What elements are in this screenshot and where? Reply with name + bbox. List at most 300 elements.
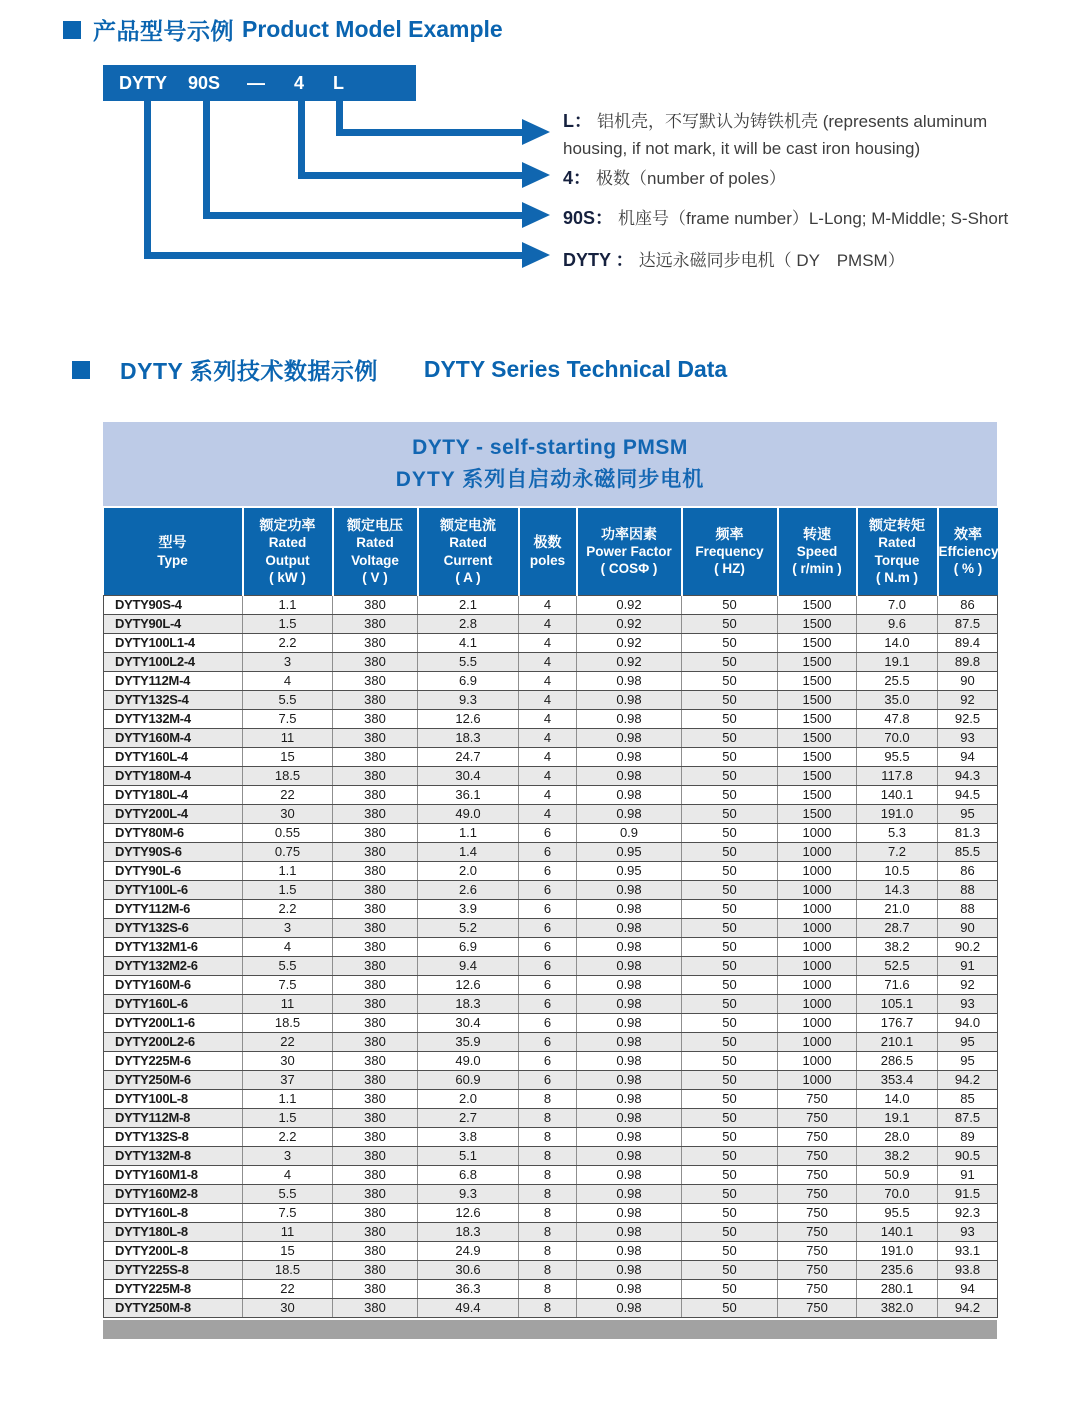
value-cell: 8: [519, 1279, 577, 1298]
value-cell: 87.5: [938, 614, 998, 633]
value-cell: 50: [682, 747, 778, 766]
square-bullet-icon: [63, 21, 81, 39]
value-cell: 4: [519, 747, 577, 766]
column-header: 型号 Type: [104, 508, 243, 595]
value-cell: 1000: [778, 937, 857, 956]
value-cell: 94: [938, 747, 998, 766]
value-cell: 0.98: [577, 690, 682, 709]
column-header: 额定转矩 Rated Torque ( N.m ): [857, 508, 938, 595]
value-cell: 11: [243, 728, 333, 747]
value-cell: 1000: [778, 918, 857, 937]
value-cell: 50: [682, 1108, 778, 1127]
value-cell: 0.98: [577, 880, 682, 899]
value-cell: 750: [778, 1298, 857, 1317]
value-cell: 4: [519, 766, 577, 785]
table-row: [104, 1146, 998, 1165]
value-cell: 6: [519, 823, 577, 842]
section2-title: [72, 353, 727, 386]
callout-prefix: L：: [563, 111, 592, 131]
value-cell: 50: [682, 1241, 778, 1260]
value-cell: 30.4: [418, 1013, 519, 1032]
value-cell: 1500: [778, 614, 857, 633]
model-part-dash: —: [247, 73, 265, 93]
value-cell: 91.5: [938, 1184, 998, 1203]
value-cell: 380: [333, 1089, 418, 1108]
value-cell: 1500: [778, 595, 857, 614]
value-cell: 0.98: [577, 1222, 682, 1241]
value-cell: 4: [243, 1165, 333, 1184]
value-cell: 140.1: [857, 1222, 938, 1241]
value-cell: 8: [519, 1146, 577, 1165]
value-cell: 36.3: [418, 1279, 519, 1298]
value-cell: 50: [682, 709, 778, 728]
value-cell: 380: [333, 1279, 418, 1298]
value-cell: 0.98: [577, 918, 682, 937]
model-cell: DYTY250M-8: [104, 1298, 243, 1317]
value-cell: 0.95: [577, 861, 682, 880]
value-cell: 36.1: [418, 785, 519, 804]
value-cell: 2.1: [418, 595, 519, 614]
value-cell: 750: [778, 1165, 857, 1184]
column-header: 额定电压 Rated Voltage ( V ): [333, 508, 418, 595]
value-cell: 750: [778, 1184, 857, 1203]
value-cell: 50: [682, 690, 778, 709]
connector-line-poles: [298, 100, 305, 179]
value-cell: 0.98: [577, 1032, 682, 1051]
table-row: [104, 1089, 998, 1108]
model-cell: DYTY112M-8: [104, 1108, 243, 1127]
model-cell: DYTY200L1-6: [104, 1013, 243, 1032]
value-cell: 95.5: [857, 747, 938, 766]
value-cell: 92: [938, 690, 998, 709]
model-part-frame: 90S: [188, 73, 221, 93]
value-cell: 93.1: [938, 1241, 998, 1260]
value-cell: 1000: [778, 880, 857, 899]
value-cell: 4: [519, 652, 577, 671]
connector-bar-poles: [298, 172, 522, 179]
table-row: [104, 861, 998, 880]
value-cell: 750: [778, 1127, 857, 1146]
column-header: 频率 Frequency ( HZ): [682, 508, 778, 595]
table-row: [104, 918, 998, 937]
value-cell: 380: [333, 975, 418, 994]
model-cell: DYTY90L-6: [104, 861, 243, 880]
value-cell: 93.8: [938, 1260, 998, 1279]
table-footer-band: [103, 1320, 997, 1339]
value-cell: 1000: [778, 1032, 857, 1051]
connector-line-frame: [203, 100, 210, 219]
section1-title-en: Product Model Example: [242, 16, 503, 42]
value-cell: 380: [333, 690, 418, 709]
value-cell: 0.98: [577, 1203, 682, 1222]
value-cell: 6: [519, 899, 577, 918]
value-cell: 30: [243, 1051, 333, 1070]
model-cell: DYTY132S-6: [104, 918, 243, 937]
value-cell: 0.92: [577, 614, 682, 633]
value-cell: 4: [519, 690, 577, 709]
callout-prefix: 90S：: [563, 208, 614, 228]
value-cell: 95: [938, 804, 998, 823]
model-cell: DYTY200L2-6: [104, 1032, 243, 1051]
value-cell: 38.2: [857, 937, 938, 956]
table-row: [104, 747, 998, 766]
table-row: [104, 975, 998, 994]
section2-title-en: DYTY Series Technical Data: [423, 356, 728, 382]
model-cell: DYTY100L-6: [104, 880, 243, 899]
value-cell: 92: [938, 975, 998, 994]
value-cell: 8: [519, 1165, 577, 1184]
value-cell: 2.2: [243, 1127, 333, 1146]
value-cell: 50: [682, 1279, 778, 1298]
model-cell: DYTY90S-6: [104, 842, 243, 861]
value-cell: 191.0: [857, 804, 938, 823]
value-cell: 18.3: [418, 728, 519, 747]
table-row: [104, 1013, 998, 1032]
arrow-right-icon: [522, 162, 550, 188]
value-cell: 380: [333, 1032, 418, 1051]
value-cell: 49.4: [418, 1298, 519, 1317]
table-row: [104, 728, 998, 747]
model-cell: DYTY132M-4: [104, 709, 243, 728]
value-cell: 11: [243, 994, 333, 1013]
value-cell: 380: [333, 1222, 418, 1241]
value-cell: 1.1: [243, 1089, 333, 1108]
value-cell: 50: [682, 1051, 778, 1070]
table-row: [104, 1203, 998, 1222]
value-cell: 30: [243, 1298, 333, 1317]
value-cell: 25.5: [857, 671, 938, 690]
value-cell: 50: [682, 804, 778, 823]
value-cell: 50: [682, 842, 778, 861]
value-cell: 6: [519, 937, 577, 956]
value-cell: 95: [938, 1032, 998, 1051]
value-cell: 235.6: [857, 1260, 938, 1279]
value-cell: 0.98: [577, 1298, 682, 1317]
value-cell: 1.1: [418, 823, 519, 842]
value-cell: 1000: [778, 861, 857, 880]
value-cell: 4: [243, 937, 333, 956]
model-cell: DYTY90L-4: [104, 614, 243, 633]
value-cell: 12.6: [418, 709, 519, 728]
value-cell: 37: [243, 1070, 333, 1089]
table-row: [104, 1108, 998, 1127]
model-cell: DYTY225M-8: [104, 1279, 243, 1298]
value-cell: 0.98: [577, 1165, 682, 1184]
value-cell: 380: [333, 1241, 418, 1260]
connector-line-brand: [144, 100, 151, 259]
value-cell: 6: [519, 1032, 577, 1051]
value-cell: 15: [243, 1241, 333, 1260]
model-cell: DYTY100L-8: [104, 1089, 243, 1108]
value-cell: 8: [519, 1222, 577, 1241]
value-cell: 1000: [778, 956, 857, 975]
value-cell: 4: [519, 633, 577, 652]
value-cell: 380: [333, 899, 418, 918]
model-cell: DYTY160M-6: [104, 975, 243, 994]
value-cell: 380: [333, 861, 418, 880]
value-cell: 93: [938, 1222, 998, 1241]
value-cell: 87.5: [938, 1108, 998, 1127]
value-cell: 380: [333, 1203, 418, 1222]
value-cell: 380: [333, 880, 418, 899]
table-banner: [103, 422, 997, 506]
model-cell: DYTY225M-6: [104, 1051, 243, 1070]
value-cell: 50: [682, 766, 778, 785]
value-cell: 81.3: [938, 823, 998, 842]
table-row: [104, 690, 998, 709]
value-cell: 1500: [778, 671, 857, 690]
value-cell: 70.0: [857, 1184, 938, 1203]
value-cell: 85: [938, 1089, 998, 1108]
value-cell: 4: [519, 785, 577, 804]
value-cell: 5.5: [243, 1184, 333, 1203]
model-cell: DYTY180M-4: [104, 766, 243, 785]
value-cell: 12.6: [418, 1203, 519, 1222]
model-cell: DYTY160L-8: [104, 1203, 243, 1222]
callout-body: 机座号（frame number）L-Long; M-Middle; S-Short: [618, 209, 1009, 228]
value-cell: 382.0: [857, 1298, 938, 1317]
value-cell: 0.98: [577, 766, 682, 785]
value-cell: 1500: [778, 785, 857, 804]
value-cell: 0.98: [577, 1279, 682, 1298]
value-cell: 92.3: [938, 1203, 998, 1222]
value-cell: 0.98: [577, 937, 682, 956]
value-cell: 0.98: [577, 899, 682, 918]
value-cell: 88: [938, 880, 998, 899]
table-row: [104, 614, 998, 633]
value-cell: 7.2: [857, 842, 938, 861]
value-cell: 0.98: [577, 975, 682, 994]
model-cell: DYTY132S-8: [104, 1127, 243, 1146]
value-cell: 4: [519, 728, 577, 747]
value-cell: 50: [682, 1260, 778, 1279]
value-cell: 8: [519, 1127, 577, 1146]
value-cell: 1000: [778, 1070, 857, 1089]
table-row: [104, 1127, 998, 1146]
value-cell: 90.2: [938, 937, 998, 956]
value-cell: 1.4: [418, 842, 519, 861]
table-row: [104, 1184, 998, 1203]
model-cell: DYTY80M-6: [104, 823, 243, 842]
value-cell: 50: [682, 1298, 778, 1317]
value-cell: 50: [682, 880, 778, 899]
value-cell: 4.1: [418, 633, 519, 652]
value-cell: 8: [519, 1241, 577, 1260]
value-cell: 94.2: [938, 1298, 998, 1317]
value-cell: 30.4: [418, 766, 519, 785]
value-cell: 3: [243, 918, 333, 937]
value-cell: 0.98: [577, 1070, 682, 1089]
value-cell: 5.5: [243, 690, 333, 709]
value-cell: 750: [778, 1222, 857, 1241]
value-cell: 21.0: [857, 899, 938, 918]
value-cell: 0.9: [577, 823, 682, 842]
model-cell: DYTY132S-4: [104, 690, 243, 709]
connector-bar-housing: [336, 129, 522, 136]
value-cell: 50: [682, 1032, 778, 1051]
value-cell: 50: [682, 652, 778, 671]
table-row: [104, 994, 998, 1013]
value-cell: 2.7: [418, 1108, 519, 1127]
section2-title-cn: DYTY 系列技术数据示例: [120, 358, 378, 384]
model-part-housing: L: [333, 73, 344, 93]
value-cell: 9.6: [857, 614, 938, 633]
value-cell: 750: [778, 1279, 857, 1298]
value-cell: 91: [938, 1165, 998, 1184]
value-cell: 1.5: [243, 880, 333, 899]
value-cell: 22: [243, 1032, 333, 1051]
table-row: [104, 880, 998, 899]
table-row: [104, 785, 998, 804]
value-cell: 1.5: [243, 614, 333, 633]
value-cell: 0.98: [577, 1146, 682, 1165]
value-cell: 50: [682, 1127, 778, 1146]
value-cell: 750: [778, 1108, 857, 1127]
value-cell: 380: [333, 994, 418, 1013]
value-cell: 1000: [778, 823, 857, 842]
value-cell: 1000: [778, 1013, 857, 1032]
model-cell: DYTY100L1-4: [104, 633, 243, 652]
value-cell: 3.9: [418, 899, 519, 918]
value-cell: 8: [519, 1108, 577, 1127]
value-cell: 94.3: [938, 766, 998, 785]
table-row: [104, 804, 998, 823]
value-cell: 380: [333, 804, 418, 823]
value-cell: 750: [778, 1260, 857, 1279]
value-cell: 0.98: [577, 804, 682, 823]
arrow-right-icon: [522, 119, 550, 145]
value-cell: 93: [938, 994, 998, 1013]
table-row: [104, 842, 998, 861]
value-cell: 52.5: [857, 956, 938, 975]
value-cell: 50: [682, 823, 778, 842]
value-cell: 6.9: [418, 671, 519, 690]
value-cell: 38.2: [857, 1146, 938, 1165]
value-cell: 7.0: [857, 595, 938, 614]
column-header: 额定功率 Rated Output ( kW ): [243, 508, 333, 595]
value-cell: 4: [519, 804, 577, 823]
value-cell: 49.0: [418, 804, 519, 823]
model-cell: DYTY132M2-6: [104, 956, 243, 975]
value-cell: 90.5: [938, 1146, 998, 1165]
value-cell: 10.5: [857, 861, 938, 880]
model-cell: DYTY132M-8: [104, 1146, 243, 1165]
value-cell: 50.9: [857, 1165, 938, 1184]
value-cell: 22: [243, 1279, 333, 1298]
value-cell: 85.5: [938, 842, 998, 861]
value-cell: 380: [333, 595, 418, 614]
value-cell: 380: [333, 671, 418, 690]
value-cell: 1.1: [243, 595, 333, 614]
table-row: [104, 1051, 998, 1070]
callout-prefix: DYTY ：: [563, 250, 634, 270]
callout-body: 达远永磁同步电机（ DY PMSM）: [638, 251, 905, 270]
value-cell: 50: [682, 1222, 778, 1241]
value-cell: 380: [333, 633, 418, 652]
value-cell: 94.2: [938, 1070, 998, 1089]
model-cell: DYTY180L-4: [104, 785, 243, 804]
value-cell: 89: [938, 1127, 998, 1146]
table-row: [104, 1070, 998, 1089]
value-cell: 750: [778, 1241, 857, 1260]
value-cell: 50: [682, 785, 778, 804]
value-cell: 71.6: [857, 975, 938, 994]
value-cell: 0.98: [577, 994, 682, 1013]
value-cell: 3: [243, 1146, 333, 1165]
value-cell: 4: [243, 671, 333, 690]
callout-brand: [563, 247, 1043, 274]
value-cell: 22: [243, 785, 333, 804]
value-cell: 24.9: [418, 1241, 519, 1260]
value-cell: 50: [682, 1089, 778, 1108]
value-cell: 6: [519, 975, 577, 994]
table-row: [104, 1298, 998, 1317]
table-row: [104, 1260, 998, 1279]
value-cell: 1.5: [243, 1108, 333, 1127]
value-cell: 1000: [778, 975, 857, 994]
value-cell: 1500: [778, 633, 857, 652]
value-cell: 380: [333, 823, 418, 842]
value-cell: 280.1: [857, 1279, 938, 1298]
model-cell: DYTY250M-6: [104, 1070, 243, 1089]
value-cell: 380: [333, 956, 418, 975]
value-cell: 2.2: [243, 633, 333, 652]
value-cell: 0.98: [577, 747, 682, 766]
value-cell: 50: [682, 1013, 778, 1032]
value-cell: 5.1: [418, 1146, 519, 1165]
value-cell: 35.9: [418, 1032, 519, 1051]
model-part-poles: 4: [294, 73, 305, 93]
table-row: [104, 937, 998, 956]
value-cell: 0.92: [577, 633, 682, 652]
value-cell: 750: [778, 1203, 857, 1222]
banner-line1: DYTY - self-starting PMSM: [412, 435, 688, 459]
value-cell: 9.3: [418, 1184, 519, 1203]
value-cell: 0.95: [577, 842, 682, 861]
value-cell: 1000: [778, 842, 857, 861]
value-cell: 50: [682, 1184, 778, 1203]
callout-frame: [563, 205, 1015, 232]
value-cell: 18.5: [243, 1013, 333, 1032]
value-cell: 6: [519, 956, 577, 975]
value-cell: 380: [333, 1298, 418, 1317]
value-cell: 380: [333, 728, 418, 747]
value-cell: 1500: [778, 652, 857, 671]
value-cell: 0.98: [577, 785, 682, 804]
value-cell: 1000: [778, 1051, 857, 1070]
value-cell: 380: [333, 1127, 418, 1146]
value-cell: 50: [682, 1070, 778, 1089]
square-bullet-icon: [72, 361, 90, 379]
column-header: 功率因素 Power Factor ( COSΦ ): [577, 508, 682, 595]
value-cell: 14.3: [857, 880, 938, 899]
value-cell: 380: [333, 918, 418, 937]
column-header: 效率 Effciency ( % ): [938, 508, 998, 595]
table-row: [104, 1222, 998, 1241]
table-row: [104, 823, 998, 842]
value-cell: 7.5: [243, 1203, 333, 1222]
value-cell: 50: [682, 1146, 778, 1165]
value-cell: 1500: [778, 804, 857, 823]
value-cell: 0.55: [243, 823, 333, 842]
table-row: [104, 1241, 998, 1260]
value-cell: 380: [333, 1070, 418, 1089]
value-cell: 8: [519, 1184, 577, 1203]
value-cell: 380: [333, 709, 418, 728]
value-cell: 380: [333, 747, 418, 766]
value-cell: 4: [519, 671, 577, 690]
connector-bar-brand: [144, 252, 522, 259]
